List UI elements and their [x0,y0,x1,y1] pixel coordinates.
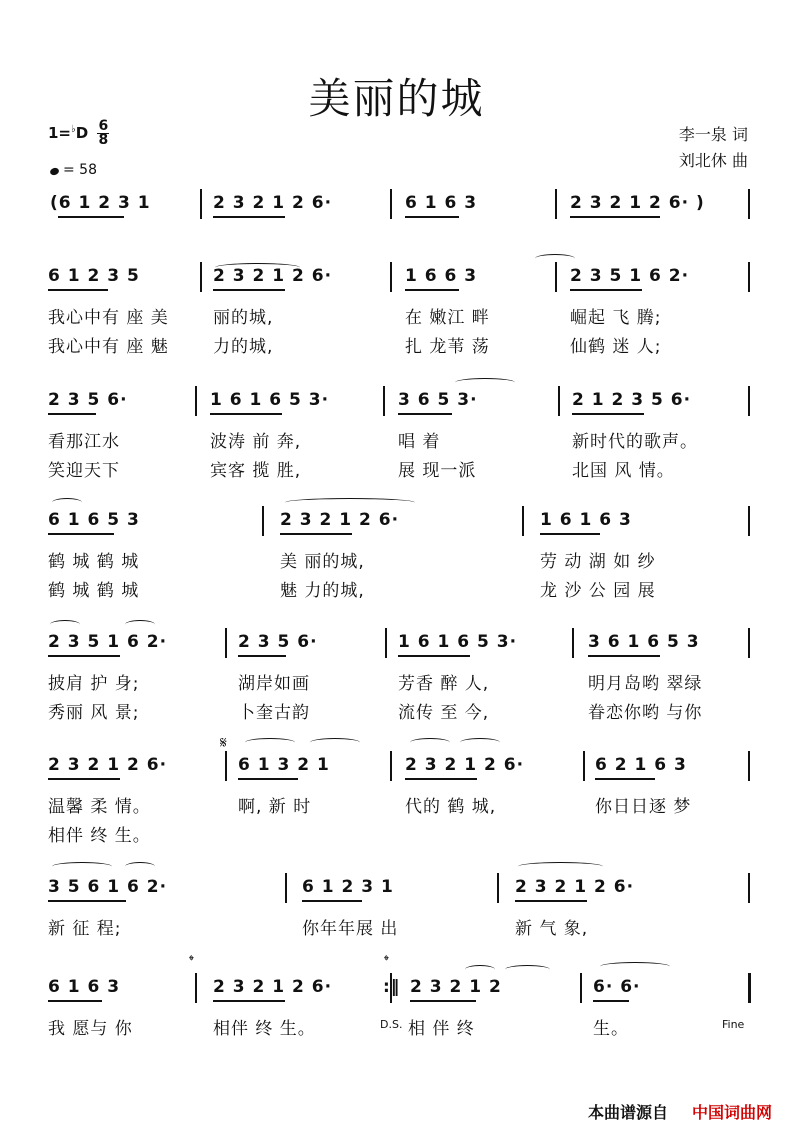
song-title: 美丽的城 [308,74,485,123]
bar-line [385,628,387,658]
lyric-text: 在 嫩江 畔 [405,308,490,328]
lyric-text: 啊, 新 时 [238,797,312,817]
composer-credit: 刘北休 曲 [678,151,748,170]
beam-line [48,533,114,535]
beam-line [540,533,600,535]
slur-mark [125,862,155,871]
beam-line [238,655,286,657]
lyric-text: 芳香 醉 人, [398,674,490,694]
lyric-text: 新时代的歌声。 [572,432,698,452]
bar-line [195,386,197,416]
slur-mark [245,738,295,747]
beam-line [572,413,644,415]
lyric-text: 披肩 护 身; [48,674,140,694]
notation-measure: 1 6 6 3 [405,266,478,286]
bar-line [583,751,585,781]
key-signature [48,120,109,147]
lyric-text: 温馨 柔 情。 [48,797,151,817]
lyric-text: 崛起 飞 腾; [570,308,662,328]
bar-line [555,262,557,292]
beam-line [593,1000,629,1002]
lyric-text: 秀丽 风 景; [48,703,140,723]
bar-line [262,506,264,536]
beam-line [238,778,298,780]
lyric-text: 生。 [593,1019,629,1039]
bar-line [390,262,392,292]
notation-measure: 6 1 2 3 5 [48,266,140,286]
beam-line [213,216,285,218]
slur-mark [50,620,80,629]
lyric-text: 仙鹤 迷 人; [570,337,662,357]
beam-line [515,900,587,902]
bar-line [748,189,750,219]
beam-line [48,655,120,657]
beam-line [410,1000,476,1002]
notation-measure: 2 3 5 6· [48,390,128,410]
lyric-text: 代的 鹤 城, [405,797,497,817]
slur-mark [410,738,450,747]
beam-line [210,413,282,415]
ds-marking: D.S. [380,1018,403,1031]
slur-mark [505,965,550,974]
notation-measure: 2 1 2 3 5 6· [572,390,692,410]
bar-line [497,873,499,903]
notation-measure: 6 1 3 2 1 [238,755,330,775]
lyricist-credit: 李一泉 词 [678,125,748,144]
lyric-text: 明月岛哟 翠绿 [588,674,703,694]
beam-line [588,655,660,657]
slur-mark [52,862,112,871]
beam-line [48,900,126,902]
lyric-text: 力的城, [213,337,274,357]
bar-line [225,751,227,781]
notation-measure: (6 1 2 3 1 [50,193,151,213]
lyric-text: 你日日逐 梦 [595,797,692,817]
quarter-note-icon [49,167,60,177]
bar-line [580,973,582,1003]
bar-line [195,973,197,1003]
notation-measure: 6 2 1 6 3 [595,755,687,775]
notation-measure: 2 3 5 1 6 2· [570,266,690,286]
slur-mark [460,738,500,747]
notation-measure: 3 5 6 1 6 2· [48,877,168,897]
beam-line [213,1000,285,1002]
lyric-text: 展 现一派 [398,461,477,481]
segno-sign: 𝄋 [220,733,227,752]
lyric-text: 龙 沙 公 园 展 [540,581,656,601]
beam-line [405,289,459,291]
notation-measure: 2 3 2 1 2 6· [280,510,400,530]
footer-source: 本曲谱源自 [588,1103,669,1122]
bar-line [390,751,392,781]
repeat-sign: :‖ [383,977,401,997]
lyric-text: 相伴 终 生。 [48,826,151,846]
beam-line [302,900,362,902]
beam-line [48,778,120,780]
lyric-text: 你年年展 出 [302,919,399,939]
beam-line [405,216,459,218]
tempo-value: = 58 [63,162,97,178]
lyric-text: 流传 至 今, [398,703,490,723]
notation-measure: 2 3 2 1 2 6· [213,266,333,286]
notation-measure: 6· 6· [593,977,641,997]
beam-line [213,289,285,291]
notation-measure: 1 6 1 6 3 [540,510,632,530]
lyric-text: 湖岸如画 [238,674,310,694]
notation-measure: 6 1 6 3 [405,193,478,213]
coda-sign: 𝄌 [189,953,194,969]
tempo-marking [50,162,97,178]
slur-mark [535,254,575,263]
lyric-text: 新 征 程; [48,919,122,939]
notation-measure: 1 6 1 6 5 3· [210,390,330,410]
lyric-text: 鹤 城 鹤 城 [48,581,140,601]
lyric-text: 我心中有 座 魅 [48,337,169,357]
beam-line [595,778,655,780]
lyric-text: 新 气 象, [515,919,589,939]
coda-sign: 𝄌 [384,953,389,969]
notation-measure: 2 3 2 1 2 6· [515,877,635,897]
notation-measure: 6 1 6 5 3 [48,510,140,530]
beam-line [570,216,660,218]
lyric-text: 我 愿与 你 [48,1019,133,1039]
bar-line [558,386,560,416]
lyric-text: 相 伴 终 [408,1019,475,1039]
beam-line [405,778,477,780]
beam-line [48,1000,102,1002]
lyric-text: 丽的城, [213,308,274,328]
bar-line [748,506,750,536]
notation-measure: 3 6 5 3· [398,390,478,410]
notation-measure: 3 6 1 6 5 3 [588,632,700,652]
time-denominator: 8 [98,132,109,148]
bar-line [200,262,202,292]
slur-mark [52,498,82,507]
notation-measure: 1 6 1 6 5 3· [398,632,518,652]
slur-mark [465,965,495,974]
notation-measure: 2 3 2 1 2 6· ) [570,193,705,213]
notation-measure: 2 3 5 6· [238,632,318,652]
bar-line [390,189,392,219]
flat-symbol: ♭ [71,124,76,135]
lyric-text: 看那江水 [48,432,120,452]
notation-measure: 6 1 2 3 1 [302,877,394,897]
slur-mark [285,498,415,507]
notation-measure: 2 3 5 1 6 2· [48,632,168,652]
bar-line [748,873,750,903]
bar-line [285,873,287,903]
lyric-text: 相伴 终 生。 [213,1019,316,1039]
slur-mark [125,620,155,629]
beam-line [570,289,642,291]
notation-measure: 2 3 2 1 2 6· [213,977,333,997]
footer-site: 中国词曲网 [692,1103,773,1122]
lyric-text: 宾客 揽 胜, [210,461,302,481]
lyric-text: 波涛 前 奔, [210,432,302,452]
bar-line [225,628,227,658]
lyric-text: 唱 着 [398,432,441,452]
lyric-text: 我心中有 座 美 [48,308,169,328]
lyric-text: 劳 动 湖 如 纱 [540,552,656,572]
beam-line [58,216,124,218]
beam-line [48,413,96,415]
slur-mark [310,738,360,747]
lyric-text: 美 丽的城, [280,552,365,572]
bar-line [383,386,385,416]
notation-measure: 6 1 6 3 [48,977,121,997]
lyric-text: 魅 力的城, [280,581,365,601]
lyric-text: 扎 龙苇 荡 [405,337,490,357]
bar-line [200,189,202,219]
slur-mark [600,962,670,971]
lyric-text: 北国 风 情。 [572,461,675,481]
beam-line [398,655,470,657]
time-signature [97,120,109,147]
notation-measure: 2 3 2 1 2 6· [48,755,168,775]
key-note: D [75,124,89,142]
bar-line [748,386,750,416]
beam-line [398,413,452,415]
lyric-text: 笑迎天下 [48,461,120,481]
bar-line [572,628,574,658]
lyric-text: 鹤 城 鹤 城 [48,552,140,572]
bar-line [748,262,750,292]
bar-line [748,628,750,658]
slur-mark [518,862,603,871]
notation-measure: 2 3 2 1 2 6· [213,193,333,213]
notation-measure: 2 3 2 1 2 [410,977,502,997]
slur-mark [455,378,515,387]
bar-line [748,751,750,781]
beam-line [280,533,352,535]
lyric-text: 卜奎古韵 [238,703,310,723]
bar-line [522,506,524,536]
time-numerator: 6 [98,118,109,134]
key-prefix: 1= [48,124,72,142]
bar-line [748,973,751,1003]
bar-line [555,189,557,219]
notation-measure: 2 3 2 1 2 6· [405,755,525,775]
lyric-text: 眷恋你哟 与你 [588,703,703,723]
beam-line [48,289,108,291]
fine-marking: Fine [722,1018,745,1031]
slur-mark [215,263,300,272]
